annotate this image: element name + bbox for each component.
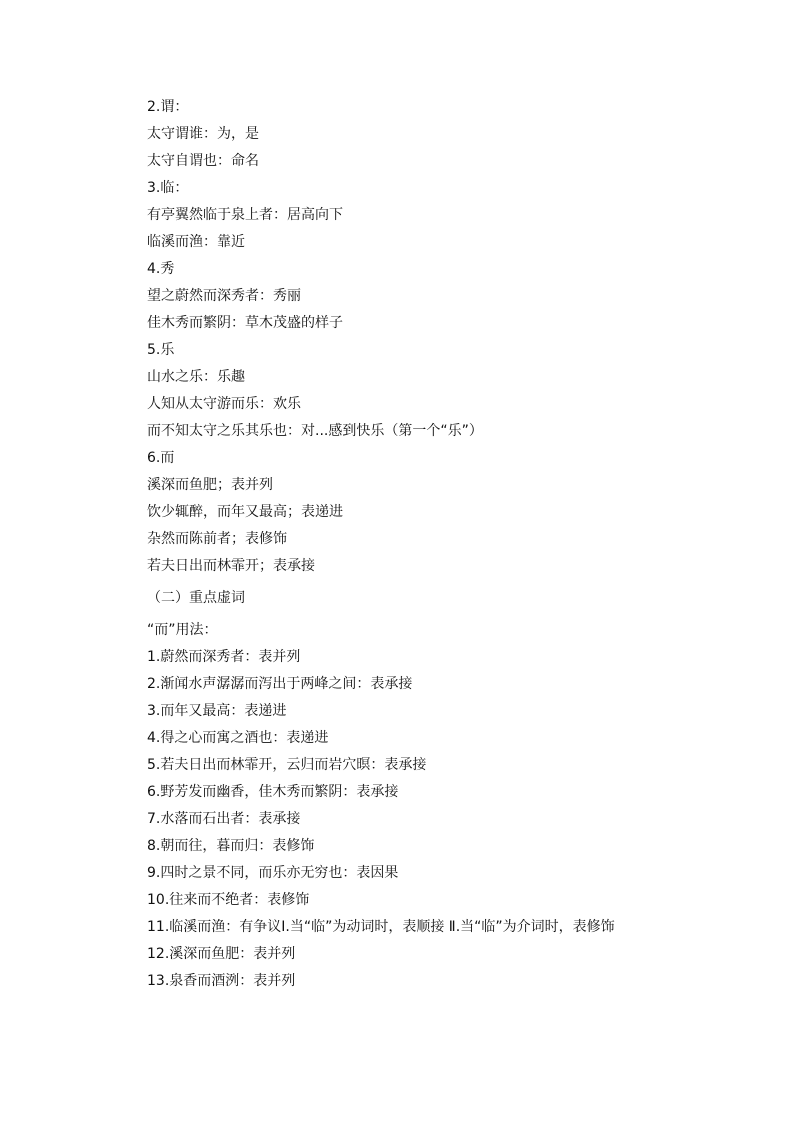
text-line: 5.若夫日出而林霏开，云归而岩穴暝：表承接 <box>147 757 427 773</box>
text-line: 佳木秀而繁阴：草木茂盛的样子 <box>147 315 343 331</box>
text-line: 饮少辄醉，而年又最高；表递进 <box>147 504 343 520</box>
section-subheading: “而”用法： <box>147 622 218 638</box>
text-line: 临溪而渔：靠近 <box>147 234 245 250</box>
text-line: 11.临溪而渔：有争议Ⅰ.当“临”为动词时，表顺接 Ⅱ.当“临”为介词时，表修饰 <box>147 919 615 935</box>
text-line: 6.野芳发而幽香，佳木秀而繁阴：表承接 <box>147 784 399 800</box>
text-line: 2.谓： <box>147 99 189 115</box>
section-vocabulary <box>147 94 747 580</box>
text-line: 而不知太守之乐其乐也：对...感到快乐（第一个“乐”） <box>147 423 483 439</box>
section-heading: （二）重点虚词 <box>147 590 245 606</box>
text-line: 4.得之心而寓之酒也：表递进 <box>147 730 329 746</box>
text-line: 7.水落而石出者：表承接 <box>147 811 301 827</box>
text-line: 6.而 <box>147 450 175 466</box>
text-line: 1.蔚然而深秀者：表并列 <box>147 649 301 665</box>
text-line: 3.临： <box>147 180 189 196</box>
text-line: 望之蔚然而深秀者：秀丽 <box>147 288 301 304</box>
text-line: 4.秀 <box>147 261 175 277</box>
text-line: 山水之乐：乐趣 <box>147 369 245 385</box>
text-line: 13.泉香而酒洌：表并列 <box>147 973 296 989</box>
text-line: 太守自谓也：命名 <box>147 153 259 169</box>
text-line: 8.朝而往，暮而归：表修饰 <box>147 838 315 854</box>
section-function-words <box>147 644 747 995</box>
text-line: 3.而年又最高：表递进 <box>147 703 287 719</box>
text-line: 12.溪深而鱼肥：表并列 <box>147 946 296 962</box>
text-line: 2.渐闻水声潺潺而泻出于两峰之间：表承接 <box>147 676 413 692</box>
text-line: 若夫日出而林霏开；表承接 <box>147 558 315 574</box>
document-body <box>147 94 747 995</box>
text-line: 有亭翼然临于泉上者：居高向下 <box>147 207 343 223</box>
text-line: 9.四时之景不同，而乐亦无穷也：表因果 <box>147 865 399 881</box>
text-line: 太守谓谁：为，是 <box>147 126 259 142</box>
text-line: 杂然而陈前者；表修饰 <box>147 531 287 547</box>
text-line: 溪深而鱼肥；表并列 <box>147 477 273 493</box>
text-line: 人知从太守游而乐：欢乐 <box>147 396 301 412</box>
text-line: 10.往来而不绝者：表修饰 <box>147 892 310 908</box>
text-line: 5.乐 <box>147 342 175 358</box>
